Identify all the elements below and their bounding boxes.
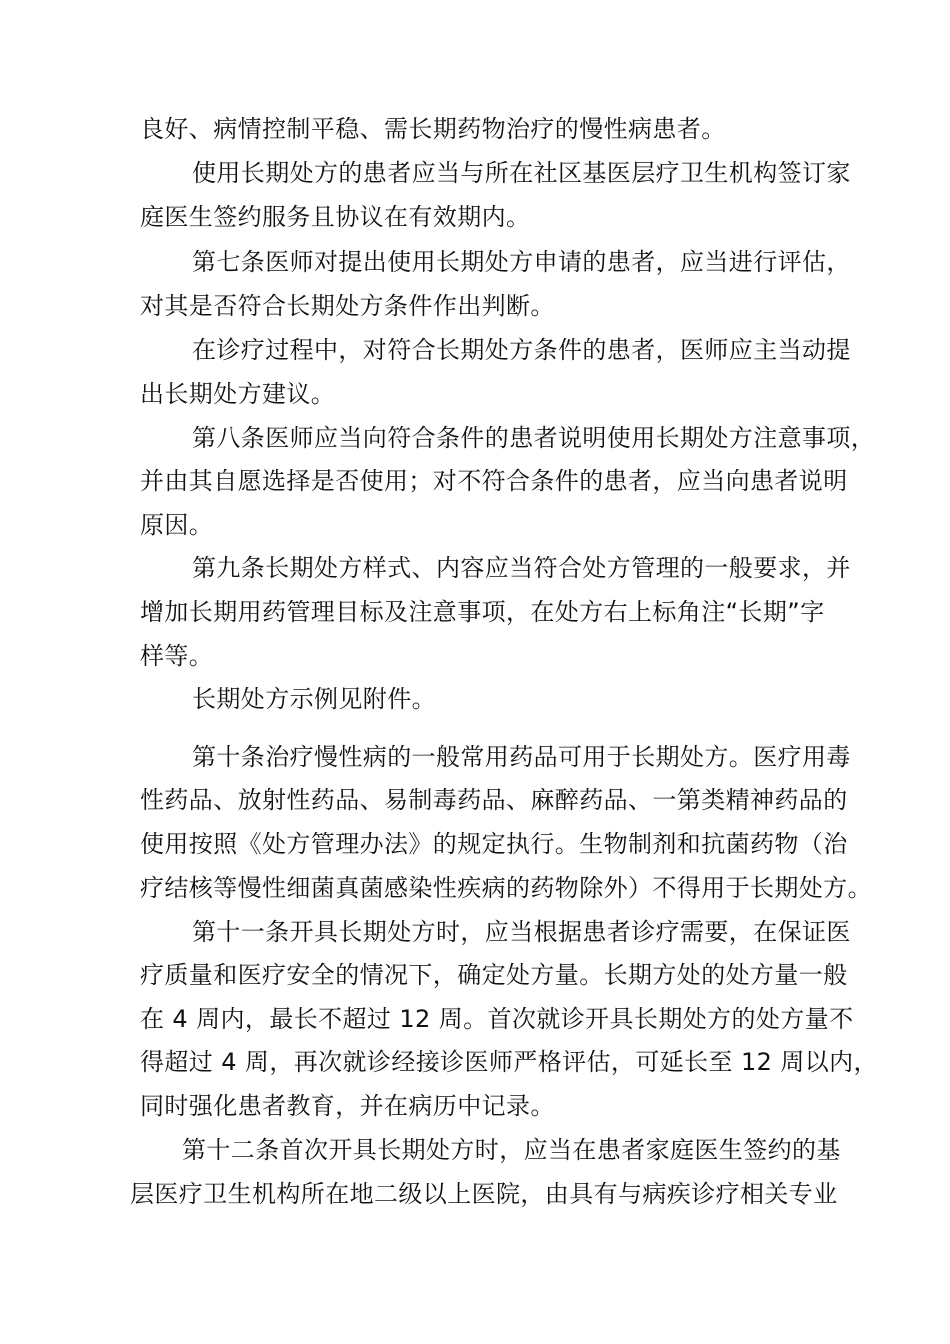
- text-line: 出长期处方建议。: [140, 380, 336, 408]
- text-line: 对其是否符合长期处方条件作出判断。: [140, 292, 555, 320]
- text-line: 层医疗卫生机构所在地二级以上医院，由具有与病疾诊疗相关专业: [130, 1180, 838, 1208]
- paragraph-start-line: 在诊疗过程中，对符合长期处方条件的患者，医师应主当动提: [192, 336, 851, 364]
- paragraph-start-line: 长期处方示例见附件。: [192, 685, 436, 713]
- text-line: 增加长期用药管理目标及注意事项，在处方右上标角注“长期”字: [140, 598, 825, 626]
- text-line: 同时强化患者教育，并在病历中记录。: [140, 1092, 555, 1120]
- text-line: 原因。: [140, 511, 214, 539]
- text-line: 良好、病情控制平稳、需长期药物治疗的慢性病患者。: [140, 115, 726, 143]
- text-line: 疗结核等慢性细菌真菌感染性疾病的药物除外）不得用于长期处方。: [140, 874, 872, 902]
- text-line: 得超过 4 周，再次就诊经接诊医师严格评估，可延长至 12 周以内，: [140, 1048, 878, 1076]
- text-line: 并由其自愿选择是否使用；对不符合条件的患者，应当向患者说明: [140, 467, 848, 495]
- text-line: 样等。: [140, 642, 214, 670]
- paragraph-start-line: 第十一条开具长期处方时，应当根据患者诊疗需要，在保证医: [192, 918, 851, 946]
- text-line: 性药品、放射性药品、易制毒药品、麻醉药品、一第类精神药品的: [140, 786, 848, 814]
- paragraph-start-line: 第十条治疗慢性病的一般常用药品可用于长期处方。医疗用毒: [192, 743, 851, 771]
- paragraph-start-line: 第七条医师对提出使用长期处方申请的患者，应当进行评估，: [192, 248, 851, 276]
- text-line: 使用按照《处方管理办法》的规定执行。生物制剂和抗菌药物（治: [140, 830, 848, 858]
- text-line: 疗质量和医疗安全的情况下，确定处方量。长期方处的处方量一般: [140, 961, 848, 989]
- text-line: 庭医生签约服务且协议在有效期内。: [140, 203, 531, 231]
- paragraph-start-line: 第九条长期处方样式、内容应当符合处方管理的一般要求，并: [192, 554, 851, 582]
- paragraph-start-line: 第十二条首次开具长期处方时，应当在患者家庭医生签约的基: [182, 1136, 841, 1164]
- paragraph-start-line: 使用长期处方的患者应当与所在社区基医层疗卫生机构签订家: [192, 159, 851, 187]
- paragraph-start-line: 第八条医师应当向符合条件的患者说明使用长期处方注意事项，: [192, 424, 876, 452]
- text-line: 在 4 周内，最长不超过 12 周。首次就诊开具长期处方的处方量不: [140, 1005, 854, 1033]
